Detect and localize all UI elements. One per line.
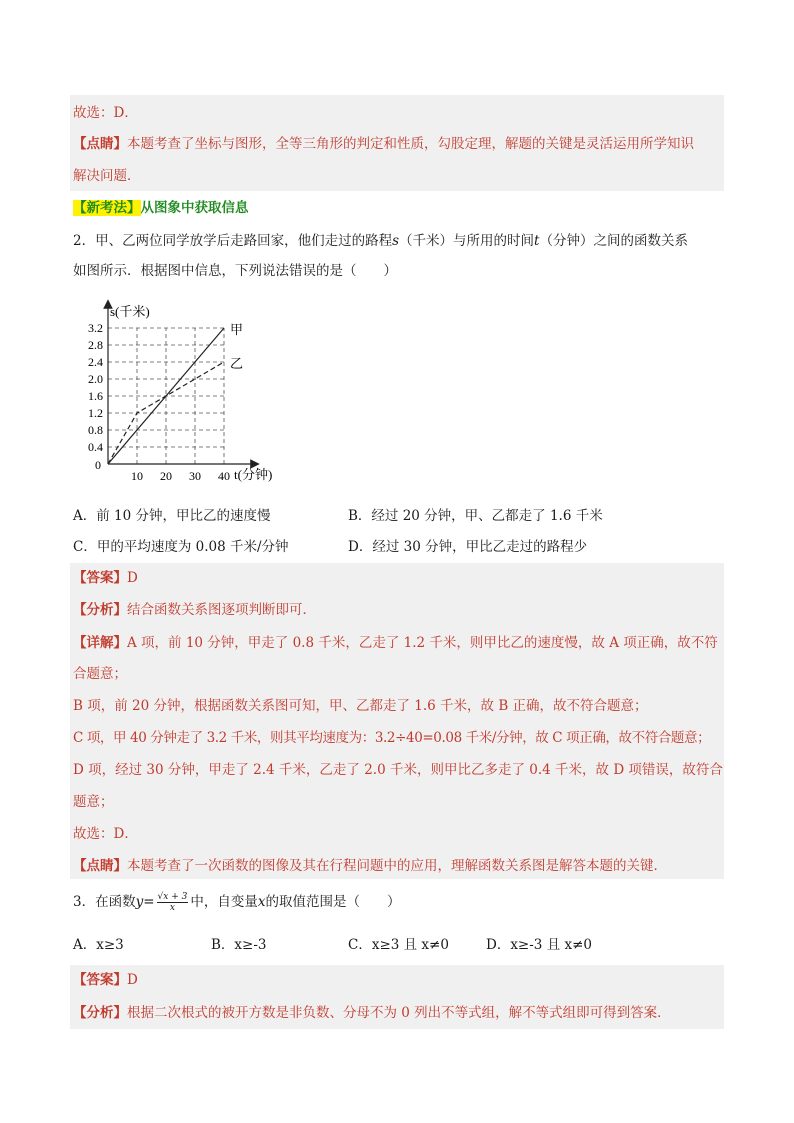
q2-option-c: C．甲的平均速度为 0.08 千米/分钟 bbox=[73, 539, 289, 555]
fraction bbox=[157, 892, 189, 913]
q2-comment bbox=[73, 856, 667, 876]
q2-option-a: A．前 10 分钟，甲比乙的速度慢 bbox=[73, 508, 271, 524]
distance-time-chart bbox=[80, 298, 300, 488]
x-tick-label: 40 bbox=[218, 469, 230, 483]
analysis-tag: 【分析】 bbox=[73, 602, 127, 618]
q2-stem-part: （千米）与所用的时间 bbox=[399, 233, 535, 249]
y-tick-label: 0.4 bbox=[88, 440, 103, 454]
analysis-tag: 【分析】 bbox=[73, 1005, 127, 1021]
new-method-heading bbox=[73, 198, 249, 218]
series-label-2: 乙 bbox=[230, 356, 244, 371]
q2-detail-line-2: 合题意； bbox=[73, 666, 127, 682]
q2-detail-line-3: B 项，前 20 分钟，根据函数关系图可知，甲、乙都走了 1.6 千米，故 B 正确，故不符合题意； bbox=[73, 698, 648, 714]
q2-detail-line-1 bbox=[73, 633, 718, 653]
q2-analysis bbox=[73, 600, 316, 620]
origin-label: 0 bbox=[95, 458, 101, 472]
q3-option-c: C．x≥3 且 x≠0 bbox=[348, 937, 449, 953]
q2-stem-line-1 bbox=[73, 231, 688, 251]
comment-tag: 【点睛】 bbox=[73, 136, 127, 152]
equals-sign: = bbox=[143, 894, 155, 910]
q3-answer bbox=[73, 970, 138, 990]
q2-answer bbox=[73, 568, 138, 588]
previous-conclusion: 故选：D． bbox=[73, 105, 138, 121]
q2-option-d: D．经过 30 分钟，甲比乙走过的路程少 bbox=[348, 539, 588, 555]
var-y: y bbox=[135, 894, 144, 910]
q2-stem-part: 2．甲、乙两位同学放学后走路回家，他们走过的路程 bbox=[73, 233, 393, 249]
answer-tag: 【答案】 bbox=[73, 972, 127, 988]
y-tick-label: 2.0 bbox=[88, 372, 103, 386]
q3-stem-part: 中，自变量 bbox=[190, 894, 258, 910]
fraction-numerator: √x + 3 bbox=[157, 892, 188, 902]
comment-text: 本题考查了一次函数的图像及其在行程问题中的应用，理解函数关系图是解答本题的关键． bbox=[127, 858, 667, 874]
q3-option-a: A．x≥3 bbox=[73, 937, 124, 953]
q3-stem-part: 3．在函数 bbox=[73, 894, 136, 910]
q3-option-b: B．x≥-3 bbox=[211, 937, 267, 953]
answer-tag: 【答案】 bbox=[73, 570, 127, 586]
var-s: s bbox=[392, 233, 400, 249]
x-tick-label: 10 bbox=[131, 469, 143, 483]
x-axis-label: t(分钟) bbox=[234, 467, 273, 482]
q3-option-d: D．x≥-3 且 x≠0 bbox=[486, 937, 592, 953]
answer-value: D bbox=[127, 972, 138, 988]
y-axis-label: s(千米) bbox=[110, 304, 150, 319]
q2-detail-line-6: 题意； bbox=[73, 794, 114, 810]
q3-stem-part: 的取值范围是（ ） bbox=[265, 894, 401, 910]
q2-option-b: B．经过 20 分钟，甲、乙都走了 1.6 千米 bbox=[348, 508, 603, 524]
q2-stem-part: （分钟）之间的函数关系 bbox=[539, 233, 688, 249]
x-tick-label: 30 bbox=[189, 469, 201, 483]
y-tick-label: 2.4 bbox=[88, 355, 103, 369]
fraction-denominator: x bbox=[169, 903, 175, 913]
new-method-title: 从图象中获取信息 bbox=[140, 200, 249, 216]
previous-comment-line-1 bbox=[73, 134, 694, 154]
comment-text: 本题考查了坐标与图形，全等三角形的判定和性质，勾股定理，解题的关键是灵活运用所学知识 bbox=[127, 136, 694, 152]
q2-stem-line-2: 如图所示．根据图中信息，下列说法错误的是（ ） bbox=[73, 263, 397, 279]
new-method-tag: 【新考法】 bbox=[73, 200, 141, 216]
q2-conclusion: 故选：D． bbox=[73, 826, 138, 842]
analysis-text: 根据二次根式的被开方数是非负数、分母不为 0 列出不等式组，解不等式组即可得到答案． bbox=[127, 1005, 671, 1021]
y-tick-label: 2.8 bbox=[88, 338, 103, 352]
detail-tag: 【详解】 bbox=[73, 635, 127, 651]
y-tick-label: 1.2 bbox=[88, 406, 103, 420]
q3-analysis bbox=[73, 1003, 671, 1023]
y-tick-label: 3.2 bbox=[88, 321, 103, 335]
analysis-text: 结合函数关系图逐项判断即可． bbox=[127, 602, 316, 618]
y-tick-label: 0.8 bbox=[88, 423, 103, 437]
detail-text: A 项，前 10 分钟，甲走了 0.8 千米，乙走了 1.2 千米，则甲比乙的速度慢，故 A 项正确，故不符 bbox=[127, 635, 718, 651]
series-label-1: 甲 bbox=[230, 322, 244, 337]
q2-detail-line-4: C 项，甲 40 分钟走了 3.2 千米，则其平均速度为：3.2÷40=0.08 千米/分钟，故 C 项正确，故不符合题意； bbox=[73, 730, 711, 746]
y-tick-label: 1.6 bbox=[88, 389, 103, 403]
chart-series bbox=[108, 322, 243, 464]
var-x: x bbox=[257, 894, 266, 910]
x-tick-label: 20 bbox=[160, 469, 172, 483]
previous-comment-line-2: 解决问题． bbox=[73, 168, 141, 184]
q3-stem bbox=[73, 892, 400, 916]
answer-value: D bbox=[127, 570, 138, 586]
comment-tag: 【点睛】 bbox=[73, 858, 127, 874]
q2-detail-line-5: D 项，经过 30 分钟，甲走了 2.4 千米，乙走了 2.0 千米，则甲比乙多走了 0.4 千米，故 D 项错误，故符合 bbox=[73, 762, 723, 778]
var-t: t bbox=[534, 233, 540, 249]
